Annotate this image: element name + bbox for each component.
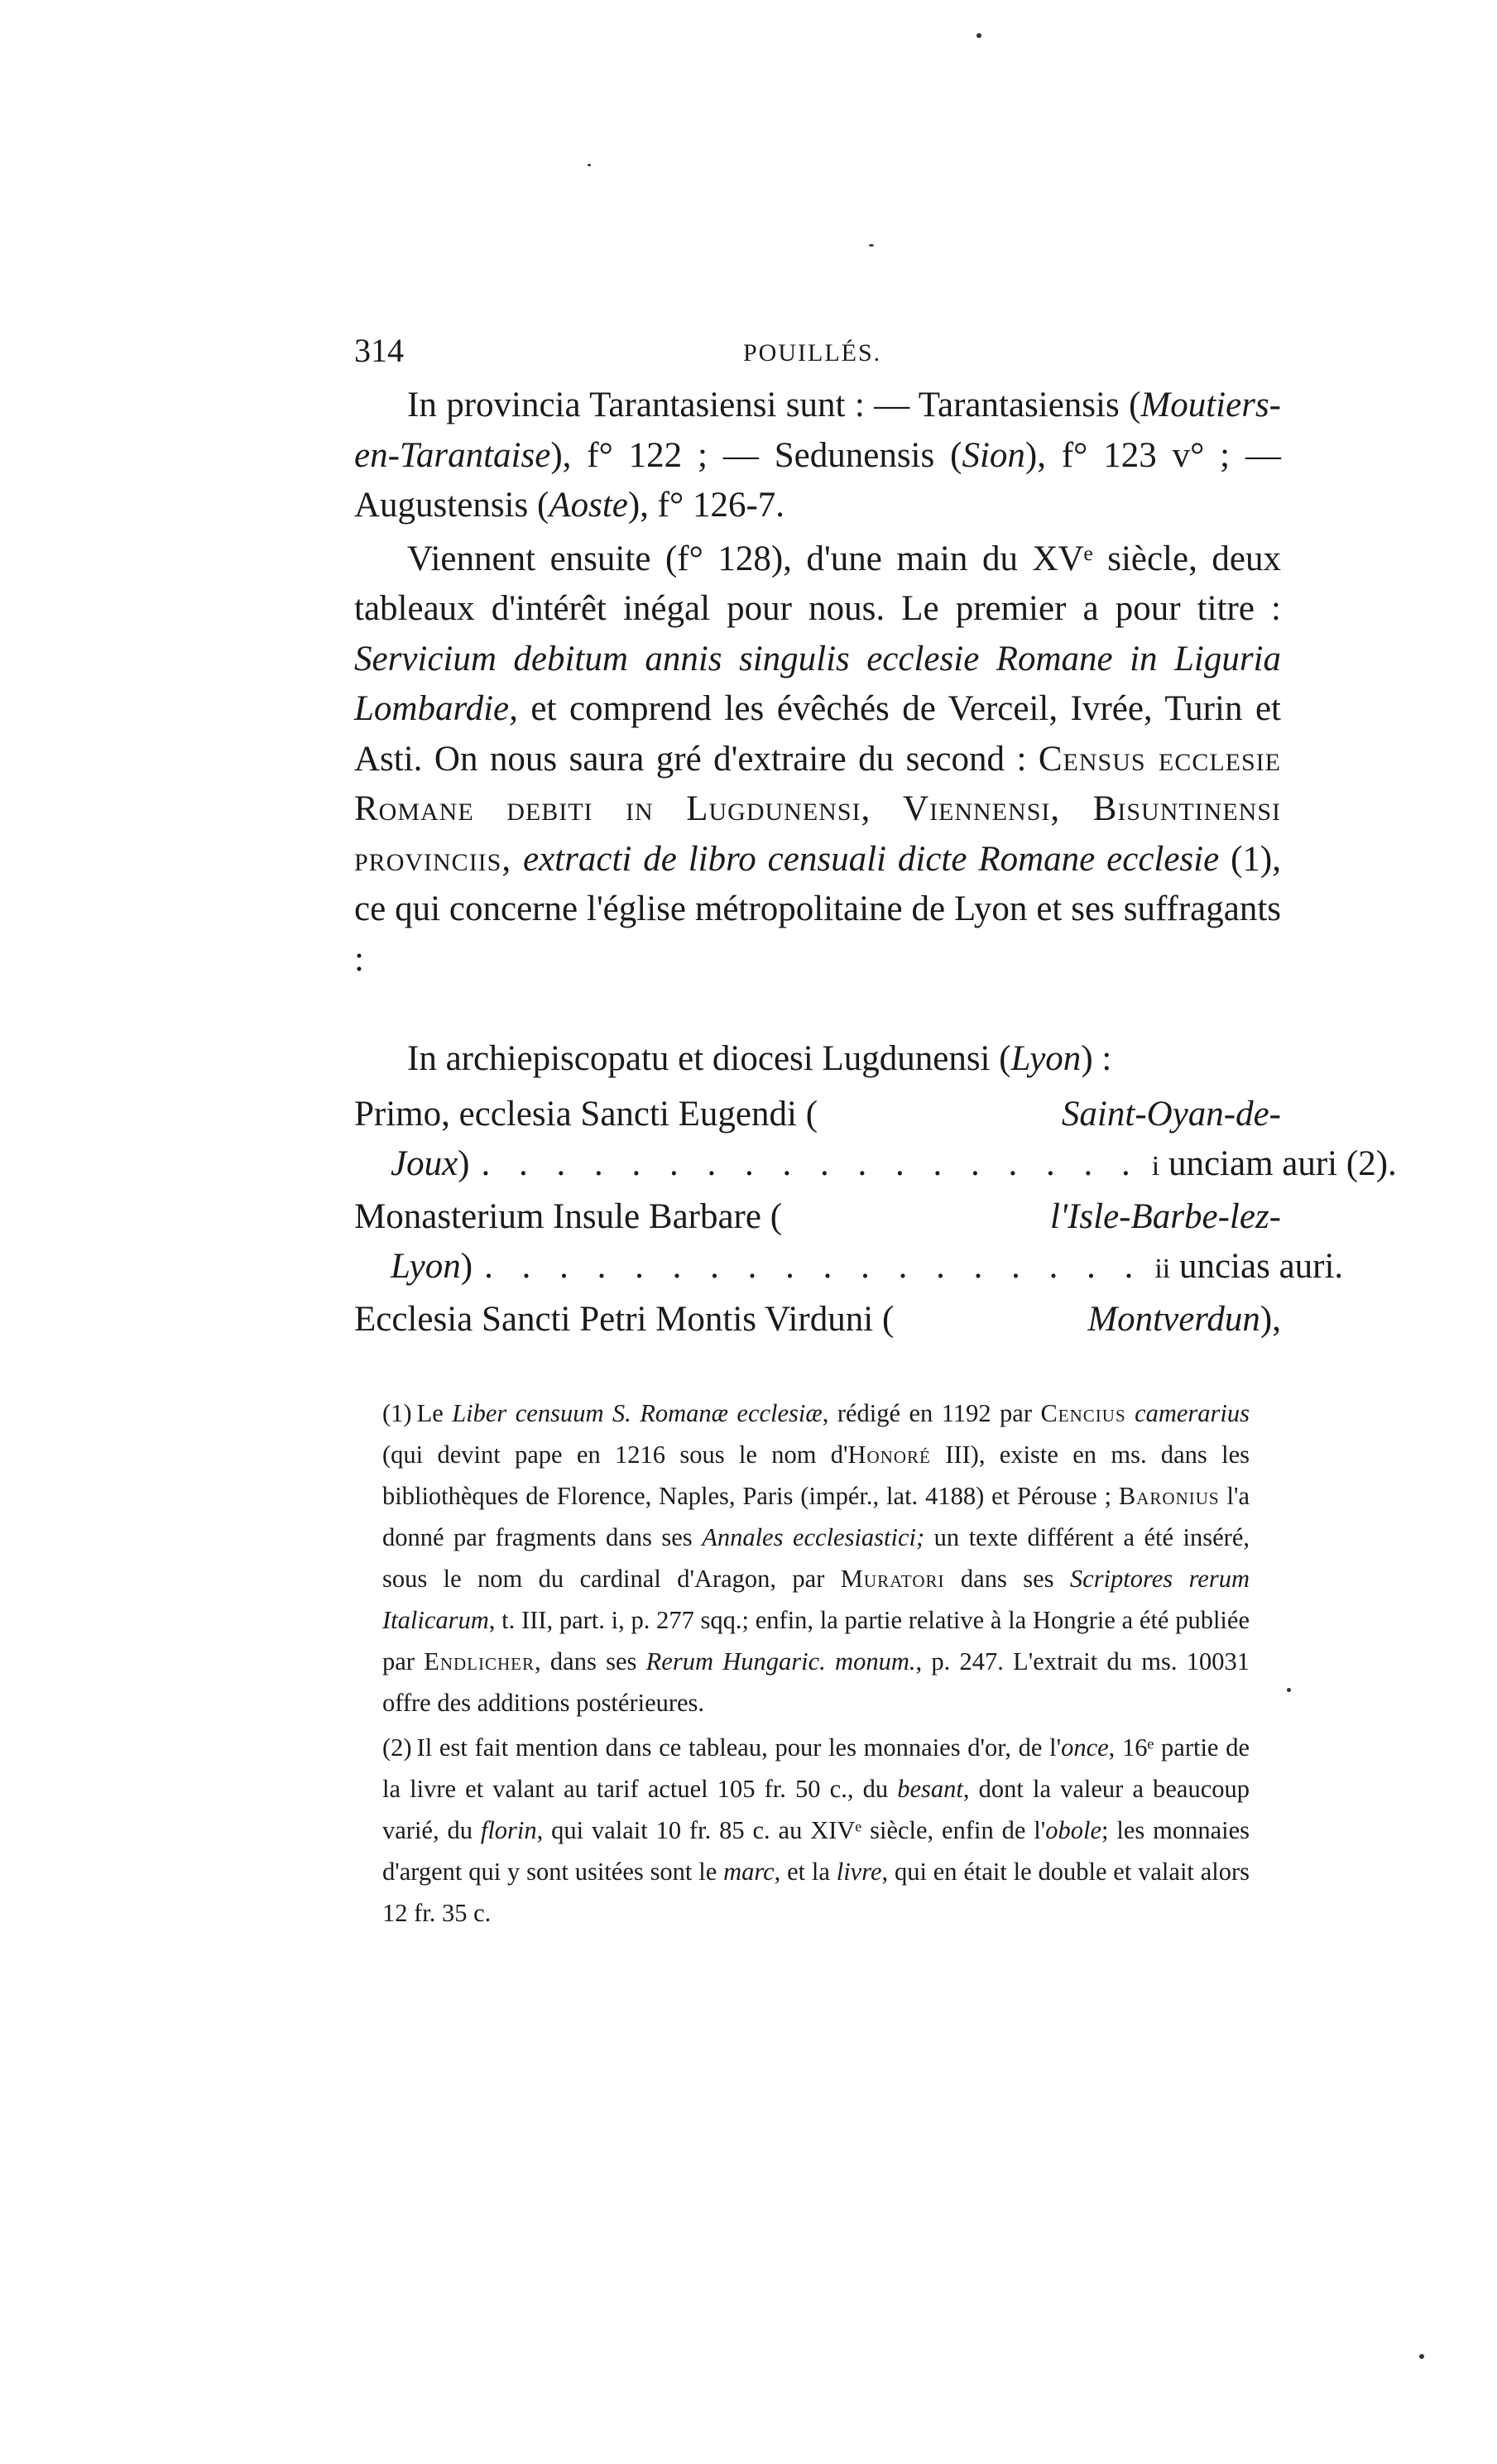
text-run: ) (458, 1144, 470, 1183)
place-name: Sion (962, 435, 1025, 475)
work-title: Annales ecclesiastici; (702, 1523, 925, 1551)
entry-value: uncias auri. (1170, 1247, 1344, 1286)
text-run: , qui en était le double et valait alors 12 fr. 35 c. (382, 1858, 1250, 1927)
speck (869, 244, 874, 247)
roman-numeral: ii (1154, 1254, 1171, 1284)
census-entry (354, 1090, 1397, 1192)
footnote-mark: (1) (382, 1399, 412, 1427)
dot-leader: . . . . . . . . . . . . . . . . . . (481, 1144, 1140, 1183)
text-run: ) (460, 1247, 473, 1286)
entry-church: Monasterium Insule Barbare ( (354, 1196, 783, 1236)
text-run: ; les monnaies d'argent qui y sont usitées sont le (382, 1816, 1250, 1886)
text-run: , qui valait 10 fr. 85 c. au XIVᵉ siècle, enfin de l' (536, 1816, 1046, 1844)
text-run: Viennent ensuite (f° 128), d'une main du XVᵉ siècle, deux tableaux d'intérêt inégal pour nous. Le premier a pour titre : (354, 539, 1281, 628)
text-run (1126, 1399, 1135, 1427)
paragraph-1 (354, 381, 1281, 531)
speck (976, 33, 981, 38)
place-name: Lyon (391, 1247, 461, 1286)
text-run: III), existe en ms. dans les bibliothèques de Florence, Naples, Paris (impér., lat. 4188) et Pérouse ; (382, 1441, 1250, 1510)
text-run: et comprend les évêchés de Verceil, Ivrée, Turin et Asti. On nous saura gré d'extraire du second : (354, 689, 1281, 779)
entry-line-last (354, 1295, 1281, 1345)
census-entry (354, 1192, 1344, 1295)
text-run: , p. 247. L'extrait du ms. 10031 offre des additions postérieures. (382, 1647, 1250, 1717)
latin-title: extracti de libro censuali dicte Romane ecclesie (523, 839, 1220, 879)
work-title: Scriptores rerum Italicarum (382, 1565, 1250, 1634)
text-run: ), f° 122 ; — Sedunensis ( (550, 435, 962, 475)
text-run: l'a donné par fragments dans ses (382, 1482, 1250, 1551)
author-name: Muratori (840, 1565, 945, 1593)
footnote-mark: (2) (382, 1733, 412, 1762)
text-run: , dans ses (535, 1647, 646, 1675)
text-run: ), (1259, 1299, 1281, 1339)
entry-line (354, 1242, 1344, 1295)
place-name: Lyon (1010, 1039, 1082, 1078)
paragraph-2 (354, 535, 1281, 985)
entry-value: unciam auri (2). (1159, 1144, 1397, 1183)
footnote-1 (382, 1393, 1250, 1723)
place-name: Saint-Oyan-de- (1061, 1094, 1281, 1134)
text-run: ), f° 123 v° ; — Augustensis ( (354, 435, 1281, 525)
running-title: POUILLÉS. (743, 339, 882, 367)
text-run: dans ses (944, 1565, 1070, 1593)
author-name: camerarius (1135, 1399, 1250, 1427)
footnotes (382, 1393, 1250, 1934)
text-run: un texte différent a été inséré, sous le nom du cardinal d'Aragon, par (382, 1523, 1250, 1593)
body-text (354, 381, 1281, 985)
coin-name: marc (723, 1858, 775, 1886)
text-run: (qui devint pape en 1216 sous le nom d' (382, 1441, 848, 1469)
diocese-heading (354, 1034, 1281, 1085)
text-run: Le (416, 1399, 453, 1427)
text-run: , t. III, part. i, p. 277 sqq.; enfin, la partie relative à la Hongrie a été publiée par (382, 1606, 1250, 1675)
speck (1419, 2354, 1424, 2359)
author-name: Cencius (1040, 1399, 1126, 1427)
place-name: Joux (391, 1144, 458, 1183)
speck (1287, 1688, 1291, 1692)
entry-line (354, 1139, 1397, 1192)
census-entries (354, 1034, 1397, 1345)
page-number: 314 (354, 332, 404, 369)
text-run: , 16ᵉ partie de la livre et valant au tarif actuel 105 fr. 50 c., du (382, 1733, 1250, 1803)
text-run: Il est fait mention dans ce tableau, pour les monnaies d'or, de l' (416, 1733, 1062, 1762)
running-head (354, 331, 1281, 381)
speck (588, 164, 591, 166)
coin-name: florin (480, 1816, 537, 1844)
text-run: (1), ce qui concerne l'église métropolitaine de Lyon et ses suffragants : (354, 839, 1281, 979)
author-name: Baronius (1118, 1482, 1220, 1510)
footnote-2 (382, 1727, 1250, 1934)
coin-name: obole (1045, 1816, 1101, 1844)
census-title: Census ecclesie Romane debiti in Lugdunensi, Viennensi, Bisuntinensi provinciis, (354, 739, 1282, 879)
text-run: ), f° 126-7. (627, 486, 785, 525)
place-name: Moutiers-en-Tarantaise (354, 386, 1281, 475)
entry-line (354, 1090, 1281, 1140)
roman-numeral: i (1151, 1151, 1160, 1182)
place-name: Montverdun (1087, 1299, 1260, 1339)
author-name: Endlicher (424, 1647, 535, 1675)
entry-church: Ecclesia Sancti Petri Montis Virduni ( (354, 1299, 895, 1339)
latin-title: Servicium debitum annis singulis ecclesie Romane in Liguria Lombardie, (354, 639, 1281, 728)
text-run: , et la (774, 1858, 837, 1886)
text-run: ) : (1081, 1039, 1112, 1078)
coin-name: once (1061, 1733, 1109, 1762)
text-run: , dont la valeur a beaucoup varié, du (382, 1775, 1250, 1844)
entry-church: Primo, ecclesia Sancti Eugendi ( (354, 1094, 818, 1134)
text-run: In archiepiscopatu et diocesi Lugdunensi ( (407, 1039, 1011, 1078)
text-run: In provincia Tarantasiensi sunt : — Tarantasiensis ( (407, 386, 1141, 424)
text-run (511, 840, 523, 879)
text-run: , rédigé en 1192 par (822, 1399, 1041, 1427)
place-name: l'Isle-Barbe-lez- (1049, 1196, 1281, 1236)
entry-line (354, 1192, 1281, 1243)
work-title: Rerum Hungaric. monum. (645, 1647, 916, 1675)
dot-leader: . . . . . . . . . . . . . . . . . . (484, 1247, 1144, 1286)
place-name: Aoste (549, 486, 628, 525)
coin-name: besant (897, 1775, 963, 1803)
coin-name: livre (836, 1858, 882, 1886)
author-name: Honoré (847, 1441, 931, 1469)
work-title: Liber censuum S. Romanæ ecclesiæ (452, 1399, 823, 1427)
